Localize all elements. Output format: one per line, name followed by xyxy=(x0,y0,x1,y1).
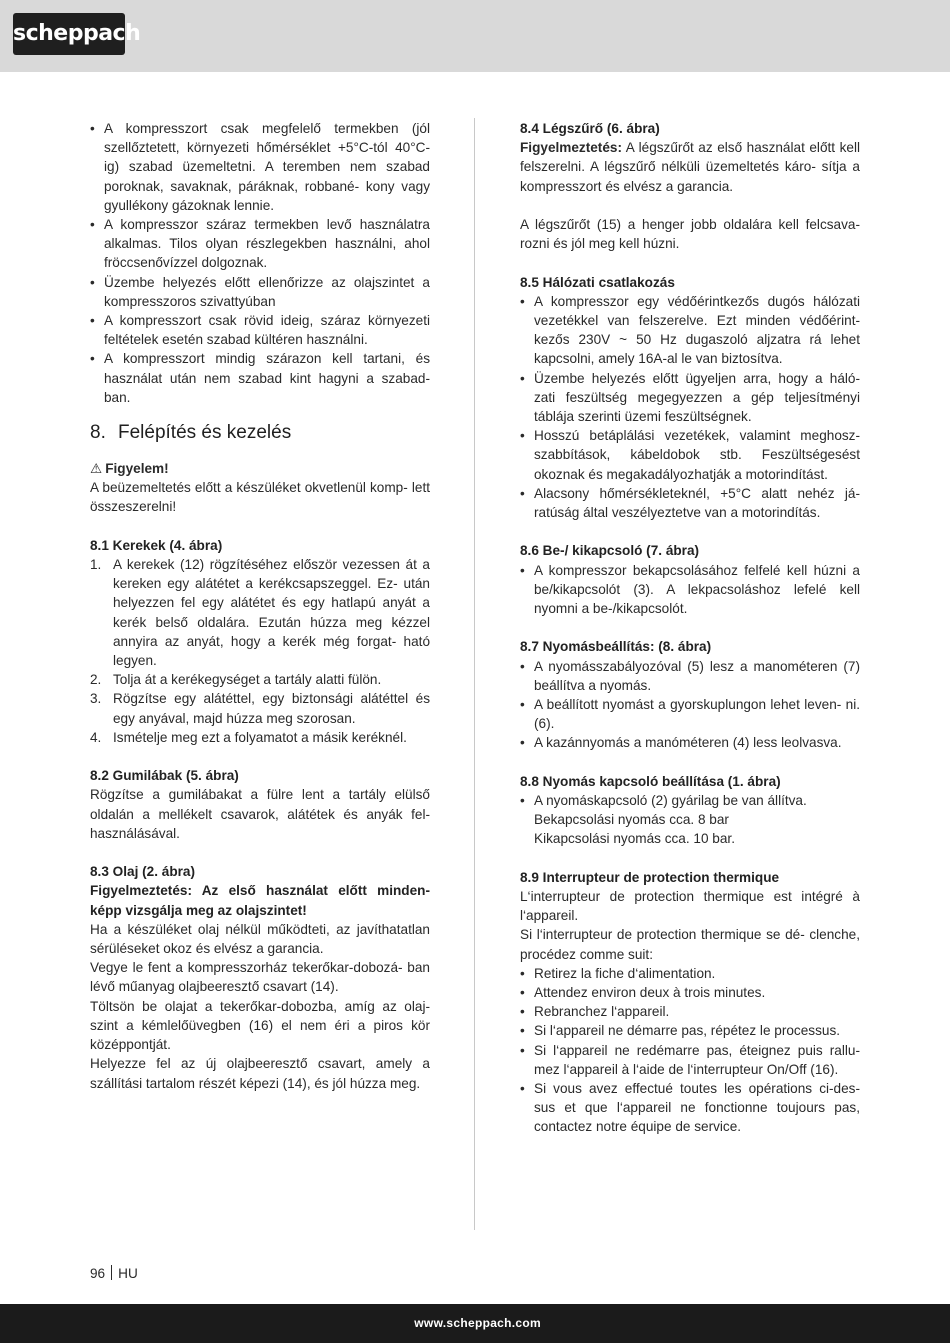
heading-8-6: 8.6 Be-/ kikapcsoló (7. ábra) xyxy=(520,543,700,559)
warning-heading xyxy=(90,459,430,478)
warning-text: A beüzemeltetés előtt a készüléket okvetlenül komp- lett összeszerelni! xyxy=(90,480,430,515)
cut-in-pressure: Bekapcsolási nyomás cca. 8 bar xyxy=(534,812,729,828)
paragraph: Töltsön be olajat a tekerőkar-dobozba, amíg az olaj- szint a kémlelőüvegben (16) el nem éri a piros kör középpontját. xyxy=(90,998,430,1053)
paragraph: Si l‘interrupteur de protection thermique se dé- clenche, procédez comme suit: xyxy=(520,927,860,962)
language-code: HU xyxy=(118,1266,138,1281)
paragraph: Helyezze fel az új olajbeeresztő csavart, amely a szállítási tartalom részét képezi (14), és jól húzza meg. xyxy=(90,1056,430,1091)
list-item: • Üzembe helyezés előtt ellenőrizze az olajszintet a kompresszoros szivattyúban xyxy=(90,273,430,311)
paragraph: Ha a készüléket olaj nélkül működteti, az javíthatatlan sérüléseket okoz és elvész a garancia. xyxy=(90,921,430,957)
list-item: • A kompresszort mindig szárazon kell tartani, és használat után nem szabad kint hagyni a szabad- ban. xyxy=(90,349,430,407)
heading-8-8: 8.8 Nyomás kapcsoló beállítása (1. ábra) xyxy=(520,773,781,789)
heading-8-4: 8.4 Légszűrő (6. ábra) xyxy=(520,121,660,136)
list-item: • A kompresszor száraz termekben levő használatra alkalmas. Tilos olyan részlegekben használni, ahol fröccsenővízzel dolgoznak. xyxy=(90,215,430,273)
list-item xyxy=(90,689,430,727)
divider xyxy=(111,1265,112,1280)
section-title-text: Felépítés és kezelés xyxy=(118,422,292,444)
list-item: • A beállított nyomást a gyorskuplungon lehet leven- ni. (6). xyxy=(520,695,860,733)
list-item: • A kompresszort csak megfelelő termekben (jól szellőztetett, környezeti hőmérséklet +5°C-tól 40°C-ig) szabad üzemeltetni. A teremben nem szabad poroknak, savaknak, páráknak, robbané- kony vagy gyullékony gázoknak lennie. xyxy=(90,119,430,215)
intro-bullet-list xyxy=(90,119,430,407)
wheel-steps-list xyxy=(90,555,430,747)
list-item: • Retirez la fiche d‘alimentation. xyxy=(520,964,860,983)
pressure-switch-list xyxy=(520,791,860,849)
warning-triangle-icon: ⚠ xyxy=(90,461,103,477)
list-item xyxy=(90,555,430,670)
list-item: • Si vous avez effectué toutes les opérations ci-des- sus et que l‘appareil ne fonctionne toujours pas, contactez notre équipe de service. xyxy=(520,1079,860,1137)
section-number: 8. xyxy=(90,422,106,444)
pressure-bullet-list xyxy=(520,657,860,753)
heading-8-7: 8.7 Nyomásbeállítás: (8. ábra) xyxy=(520,639,712,655)
paragraph: L‘interrupteur de protection thermique est intégré à l‘appareil. xyxy=(520,889,860,924)
heading-8-5: 8.5 Hálózati csatlakozás xyxy=(520,274,675,290)
list-item: • Alacsony hőmérsékleteknél, +5°C alatt nehéz já- ratúság által veszélyeztetve van a motorindítás. xyxy=(520,484,860,522)
step-number: 1. xyxy=(90,557,102,573)
heading-8-3: 8.3 Olaj (2. ábra) xyxy=(90,864,196,880)
list-item: • Si l‘appareil ne redémarre pas, éteignez puis rallu- mez l‘appareil à l‘aide de l‘interrupteur On/Off (16). xyxy=(520,1041,860,1079)
heading-8-9: 8.9 Interrupteur de protection thermique xyxy=(520,869,780,885)
step-number: 3. xyxy=(90,691,102,707)
list-item xyxy=(520,791,860,849)
list-item: • A kompresszort csak rövid ideig, száraz környezeti feltételek esetén szabad kültéren használni. xyxy=(90,311,430,349)
step-text: Tolja át a kerékegységet a tartály alatti fülön. xyxy=(113,672,382,688)
list-item: • Si l‘appareil ne démarre pas, répétez le processus. xyxy=(520,1021,860,1040)
right-column xyxy=(520,119,860,1137)
section-8-title xyxy=(90,407,430,459)
page-header xyxy=(0,0,950,72)
step-text: Ismételje meg ezt a folyamatot a másik keréknél. xyxy=(113,729,407,745)
switch-bullet-list xyxy=(520,561,860,619)
heading-8-2: 8.2 Gumilábak (5. ábra) xyxy=(90,768,239,784)
column-divider xyxy=(474,118,475,1230)
mains-bullet-list xyxy=(520,292,860,522)
list-item xyxy=(90,728,430,747)
bullet-text: A nyomáskapcsoló (2) gyárilag be van állítva. xyxy=(534,793,807,809)
scheppach-logo: scheppach xyxy=(13,13,125,55)
list-item: • A kompresszor egy védőérintkezős dugós hálózati vezetékkel van felszerelve. Ezt minden védőérint- kezős 230V ~ 50 Hz dugaszoló aljzatra rá lehet kapcsolni, amely 16A-al le van biztosítva. xyxy=(520,292,860,369)
step-text: A kerekek (12) rögzítéséhez először vezessen át a kereken egy alátétet a kerékcsapszeggel. Ez- után helyezzen fel egy alátétet és egy hatlapú anyát a kerék belső oldalára. Ezután húzza meg kézzel annyira az anyát, hogy a kerék még forgat- ható legyen. xyxy=(113,557,430,669)
step-number: 2. xyxy=(90,672,102,688)
list-item: • Rebranchez l‘appareil. xyxy=(520,1002,860,1021)
warning-title: Figyelem! xyxy=(105,461,169,477)
step-text: Rögzítse egy alátéttel, egy biztonsági alátéttel és egy anyával, majd húzza meg szorosan. xyxy=(113,691,430,726)
paragraph: Rögzítse a gumilábakat a fülre lent a tartály elülső oldalán a mellékelt csavarok, alátétek és anyák fel- használásával. xyxy=(90,787,430,841)
paragraph: Vegye le fent a kompresszorház tekerőkar-dobozá- ban lévő műanyag olajbeeresztő csavart (14). xyxy=(90,960,430,995)
heading-8-1: 8.1 Kerekek (4. ábra) xyxy=(90,537,223,553)
list-item: • A nyomásszabályozóval (5) lesz a manométeren (7) beállítva a nyomás. xyxy=(520,657,860,695)
list-item: • A kazánnyomás a manóméteren (4) less leolvasva. xyxy=(520,733,860,752)
thermal-bullet-list xyxy=(520,964,860,1137)
list-item: • Hosszú betáplálási vezetékek, valamint meghosz- szabbítások, kábeldobok stb. Feszültségesést okoznak és megakadályozhatják a motorindítást. xyxy=(520,426,860,484)
list-item: • Üzembe helyezés előtt ügyeljen arra, hogy a háló- zati feszültség megegyezzen a gép teljesítményi táblája szerinti üzemi feszültségnek. xyxy=(520,369,860,427)
left-column xyxy=(90,119,430,1093)
website-link[interactable]: www.scheppach.com xyxy=(414,1316,541,1330)
oil-warning: Figyelmeztetés: Az első használat előtt minden- képp vizsgálja meg az olajszintet! xyxy=(90,883,430,918)
warning-text: A légszűrőt az első használat előtt kell felszerelni. A légszűrő nélküli üzemeltetés káro- sítja a kompresszort és elvész a garancia. xyxy=(520,140,860,194)
list-item xyxy=(90,670,430,689)
list-item: • Attendez environ deux à trois minutes. xyxy=(520,983,860,1002)
cut-out-pressure: Kikapcsolási nyomás cca. 10 bar. xyxy=(534,831,735,847)
page-number-value: 96 xyxy=(90,1266,106,1281)
list-item: • A kompresszor bekapcsolásához felfelé kell húzni a be/kikapcsolót (3). A lekpacsoláshoz lefelé kell nyomni a be-/kikapcsolót. xyxy=(520,561,860,619)
page-number xyxy=(90,1264,138,1283)
step-number: 4. xyxy=(90,729,102,745)
paragraph: A légszűrőt (15) a henger jobb oldalára kell felcsava- rozni és jól meg kell húzni. xyxy=(520,217,860,252)
paragraph xyxy=(520,138,860,196)
warning-label: Figyelmeztetés: xyxy=(520,140,622,156)
page-footer xyxy=(0,1304,950,1343)
